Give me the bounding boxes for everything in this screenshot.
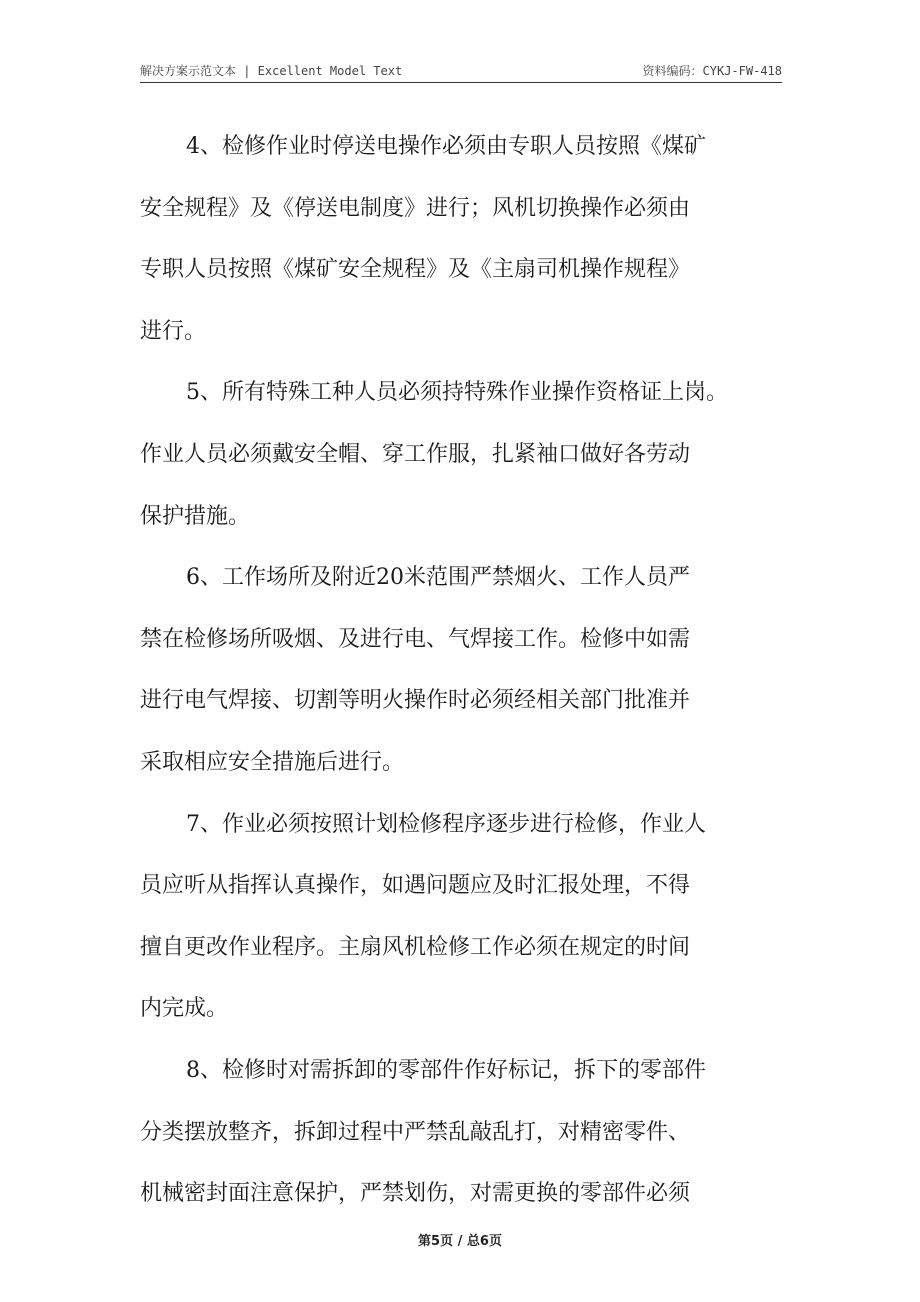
page-number: 第5页 / 总6页 (418, 1234, 502, 1249)
document-body (140, 116, 790, 1225)
page-footer (0, 1230, 920, 1249)
paragraph-6-line-2: 禁在检修场所吸烟、及进行电、气焊接工作。检修中如需 (140, 626, 691, 652)
header-document-code: 资料编码：CYKJ-FW-418 (642, 64, 782, 78)
header-title: 解决方案示范文本 | Excellent Model Text (140, 64, 403, 78)
paragraph-8-line-3: 机械密封面注意保护，严禁划伤，对需更换的零部件必须 (140, 1181, 691, 1207)
header-divider (140, 82, 782, 83)
paragraph-7-line-1: 7、作业必须按照计划检修程序逐步进行检修，作业人 (186, 811, 706, 837)
paragraph-5-line-1: 5、所有特殊工种人员必须持特殊作业操作资格证上岗。 (186, 380, 728, 406)
paragraph-6-line-3: 进行电气焊接、切割等明火操作时必须经相关部门批准并 (140, 688, 691, 714)
paragraph-4-line-1: 4、检修作业时停送电操作必须由专职人员按照《煤矿 (186, 134, 706, 159)
paragraph-8-line-2: 分类摆放整齐，拆卸过程中严禁乱敲乱打，对精密零件、 (140, 1119, 691, 1145)
paragraph-6-line-1: 6、工作场所及附近20米范围严禁烟火、工作人员严 (186, 565, 690, 591)
paragraph-4-line-2: 安全规程》及《停送电制度》进行；风机切换操作必须由 (140, 195, 691, 221)
paragraph-4-line-3: 专职人员按照《煤矿安全规程》及《主扇司机操作规程》 (140, 257, 691, 283)
paragraph-5-line-3: 保护措施。 (140, 503, 251, 529)
paragraph-6-line-4: 采取相应安全措施后进行。 (140, 749, 405, 775)
paragraph-8-line-1: 8、检修时对需拆卸的零部件作好标记，拆下的零部件 (186, 1057, 706, 1083)
paragraph-5-line-2: 作业人员必须戴安全帽、穿工作服，扎紧袖口做好各劳动 (140, 441, 691, 467)
paragraph-7-line-2: 员应听从指挥认真操作，如遇问题应及时汇报处理，不得 (140, 873, 691, 899)
paragraph-4-line-4: 进行。 (140, 318, 207, 344)
paragraph-7-line-3: 擅自更改作业程序。主扇风机检修工作必须在规定的时间 (140, 934, 691, 960)
paragraph-7-line-4: 内完成。 (140, 996, 229, 1022)
page-header (140, 62, 782, 82)
